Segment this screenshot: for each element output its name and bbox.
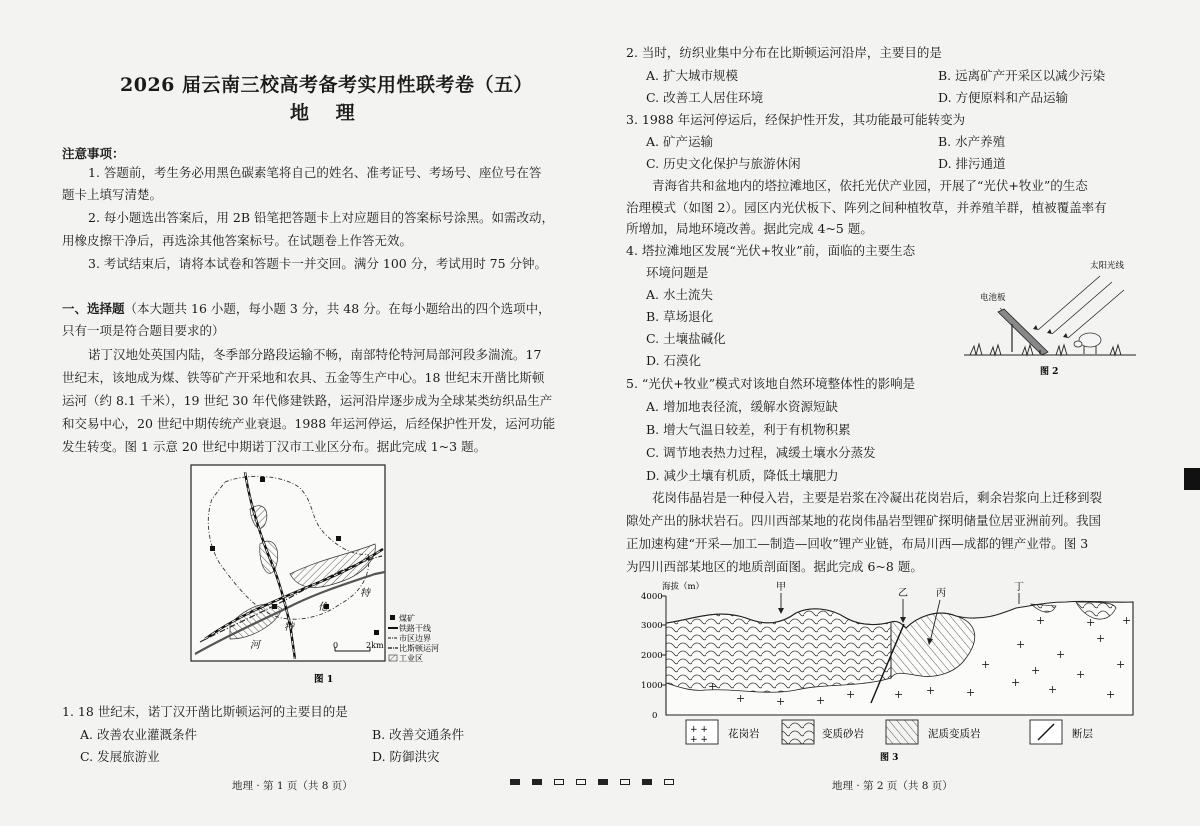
section-desc: （本大题共 16 小题，每小题 3 分，共 48 分。在每小题给出的四个选项中， [124, 301, 551, 316]
q2-option-c[interactable]: C. 改善工人居住环境 [646, 90, 764, 105]
arrow-head-icon [1033, 325, 1038, 330]
coal-mine-marker [260, 477, 265, 482]
svg-text:+: + [816, 694, 826, 707]
legend-fault: 断层 [1072, 728, 1093, 740]
svg-text:+ +: + + [690, 725, 708, 735]
legend-mudstone: 泥质变质岩 [928, 728, 981, 740]
svg-text:+: + [1096, 632, 1106, 645]
sun-rays-label: 太阳光线 [1090, 261, 1125, 271]
q1-stem: 1. 18 世纪末，诺丁汉开凿比斯顿运河的主要目的是 [62, 704, 348, 719]
timing-mark [510, 779, 520, 785]
exam-title: 2026 届云南三校高考备考实用性联考卷（五） [120, 74, 533, 96]
river-label: 河 [250, 640, 260, 651]
metamorphic-sandstone [666, 609, 891, 692]
svg-text:+: + [846, 688, 856, 701]
svg-text:+: + [776, 695, 786, 708]
grass [1056, 345, 1067, 355]
river-label: 特 [360, 588, 370, 599]
grass [1022, 345, 1033, 355]
timing-mark [532, 779, 542, 785]
q3-stem: 3. 1988 年运河停运后，经保护性开发，其功能最可能转变为 [626, 112, 966, 127]
q5-option-a[interactable]: A. 增加地表径流，缓解水资源短缺 [646, 399, 838, 414]
section-desc-line2: 只有一项是符合题目要求的） [62, 323, 225, 338]
coal-mine-marker [336, 536, 341, 541]
panel-label: 电池板 [980, 293, 1006, 303]
timing-mark [554, 779, 564, 785]
sun-ray [1038, 276, 1100, 330]
q2-option-d[interactable]: D. 方便原料和产品运输 [938, 90, 1069, 105]
svg-text:+: + [1036, 614, 1046, 627]
passage1-line: 诺丁汉地处英国内陆，冬季部分路段运输不畅，南部特伦特河局部河段多湍流。17 [88, 347, 542, 362]
q2-stem: 2. 当时，纺织业集中分布在比斯顿运河沿岸，主要目的是 [626, 45, 942, 60]
arrow-head-icon [1047, 329, 1052, 334]
arrow-head-icon [1063, 333, 1068, 338]
arrow-down-icon [900, 617, 906, 623]
notice-line: 用橡皮擦干净后，再选涂其他答案标号。在试题卷上作答无效。 [62, 233, 413, 248]
point-jia: 甲 [776, 582, 786, 593]
legend-coal: 煤矿 [399, 614, 415, 623]
q5-option-b[interactable]: B. 增大气温日较差，利于有机物积累 [646, 422, 851, 437]
passage2-line: 青海省共和盆地内的塔拉滩地区，依托光伏产业园，开展了“光伏+牧业”的生态 [652, 178, 1088, 193]
grass [990, 345, 1001, 355]
q4-option-c[interactable]: C. 土壤盐碱化 [646, 331, 726, 346]
passage3-line: 隙处产出的脉状岩石。四川西部某地的花岗伟晶岩型锂矿探明储量位居亚洲前列。我国 [626, 513, 1102, 528]
figure2-caption: 图 2 [1040, 367, 1059, 377]
svg-text:+: + [894, 688, 904, 701]
passage1-line: 发生转变。图 1 示意 20 世纪中期诺丁汉市工业区分布。据此完成 1~3 题。 [62, 439, 487, 454]
legend-canal: 比斯顿运河 [399, 644, 439, 653]
figure2-illustration [960, 252, 1140, 378]
y-tick: 2000 [641, 651, 663, 661]
svg-text:+: + [1056, 648, 1066, 661]
q1-option-d[interactable]: D. 防御洪灾 [372, 749, 440, 764]
river-label: 特 [284, 622, 294, 633]
legend-granite: 花岗岩 [728, 728, 760, 740]
y-tick: 0 [652, 711, 658, 721]
coal-mine-marker [210, 546, 215, 551]
passage1-line: 和交易中心，20 世纪中期传统产业衰退。1988 年运河停运，后经保护性开发，运河功能 [62, 416, 556, 431]
figure3-profile [636, 578, 1142, 764]
notice-line: 2. 每小题选出答案后，用 2B 铅笔把答题卡上对应题目的答案标号涂黑。如需改动， [88, 210, 554, 225]
timing-mark [576, 779, 586, 785]
footer-page-left: 地理 · 第 1 页（共 8 页） [232, 780, 353, 792]
timing-mark [598, 779, 608, 785]
grass [1110, 345, 1121, 355]
q4-stem-2: 环境问题是 [646, 265, 709, 280]
passage3-line: 为四川西部某地区的地质剖面图。据此完成 6~8 题。 [626, 559, 923, 574]
passage1-line: 世纪末，该地成为煤、铁等矿产开采地和农具、五金等生产中心。18 世纪末开凿比斯顿 [62, 370, 545, 385]
q3-option-b[interactable]: B. 水产养殖 [938, 134, 1006, 149]
q2-option-a[interactable]: A. 扩大城市规模 [646, 68, 738, 83]
q5-option-d[interactable]: D. 减少土壤有机质，降低土壤肥力 [646, 468, 839, 483]
passage3-line: 正加速构建“开采—加工—制造—回收”锂产业链，布局川西—成都的锂产业带。图 3 [626, 536, 1089, 551]
svg-text:+: + [736, 692, 746, 705]
q4-option-b[interactable]: B. 草场退化 [646, 309, 714, 324]
q5-stem: 5. “光伏+牧业”模式对该地自然环境整体性的影响是 [626, 376, 916, 391]
exam-subject: 地 理 [290, 102, 365, 124]
timing-mark [620, 779, 630, 785]
passage2-line: 所增加，局地环境改善。据此完成 4~5 题。 [626, 221, 873, 236]
svg-text:+: + [1106, 688, 1116, 701]
q5-option-c[interactable]: C. 调节地表热力过程，减缓土壤水分蒸发 [646, 445, 876, 460]
q3-option-a[interactable]: A. 矿产运输 [646, 134, 713, 149]
grass [970, 344, 982, 355]
page-edge-marker [1184, 468, 1200, 490]
q3-option-d[interactable]: D. 排污通道 [938, 156, 1006, 171]
legend-industrial-icon [389, 655, 397, 661]
y-tick: 3000 [641, 621, 663, 631]
legend-sandstone: 变质砂岩 [822, 728, 864, 740]
y-axis-label: 海拔（m） [662, 582, 705, 592]
q3-option-c[interactable]: C. 历史文化保护与旅游休闲 [646, 156, 801, 171]
footer-page-right: 地理 · 第 2 页（共 8 页） [832, 780, 953, 792]
passage2-line: 治理模式（如图 2）。园区内光伏板下、阵列之间种植牧草，并养殖羊群，植被覆盖率有 [626, 200, 1107, 215]
y-tick: 1000 [641, 681, 663, 691]
figure1-map [190, 464, 462, 686]
svg-text:+: + [1048, 683, 1058, 696]
section-label: 一、选择题 [62, 301, 125, 316]
q1-option-a[interactable]: A. 改善农业灌溉条件 [80, 727, 197, 742]
y-tick: 4000 [641, 592, 663, 602]
svg-text:+: + [966, 686, 976, 699]
q1-option-c[interactable]: C. 发展旅游业 [80, 749, 160, 764]
svg-text:+: + [981, 658, 991, 671]
scale-km: 2km [366, 641, 384, 650]
sun-ray [1068, 290, 1124, 338]
svg-text:+: + [1016, 638, 1026, 651]
coal-mine-marker [272, 604, 277, 609]
notice-heading: 注意事项： [62, 146, 125, 161]
figure1-caption: 图 1 [314, 674, 334, 685]
notice-line: 1. 答题前，考生务必用黑色碳素笔将自己的姓名、准考证号、考场号、座位号在答 [88, 165, 542, 180]
passage3-line: 花岗伟晶岩是一种侵入岩，主要是岩浆在冷凝出花岗岩后，剩余岩浆向上迁移到裂 [652, 490, 1103, 505]
legend-sandstone-icon [782, 720, 814, 744]
legend-coal-icon [390, 615, 395, 620]
section-heading [62, 303, 551, 316]
legend-industrial: 工业区 [399, 654, 423, 663]
q4-option-a[interactable]: A. 水土流失 [646, 287, 713, 302]
point-ding: 丁 [1014, 582, 1024, 593]
q4-stem: 4. 塔拉滩地区发展“光伏+牧业”前，面临的主要生态 [626, 243, 916, 258]
point-yi: 乙 [898, 588, 908, 599]
coal-mine-marker [374, 630, 379, 635]
notice-line: 题卡上填写清楚。 [62, 187, 163, 202]
legend-boundary: 市区边界 [399, 634, 431, 643]
scale-zero: 0 [333, 641, 339, 650]
q4-option-d[interactable]: D. 石漠化 [646, 353, 702, 368]
solar-panel [998, 309, 1048, 355]
svg-text:+: + [1076, 668, 1086, 681]
svg-text:+: + [926, 684, 936, 697]
legend-mudstone-icon [886, 720, 918, 744]
q1-option-b[interactable]: B. 改善交通条件 [372, 727, 465, 742]
timing-mark [664, 779, 674, 785]
svg-text:+: + [1122, 614, 1132, 627]
river-label: 伦 [318, 602, 328, 613]
point-bing: 丙 [936, 588, 946, 599]
svg-text:+: + [1011, 676, 1021, 689]
legend-railway: 铁路干线 [399, 624, 431, 633]
q2-option-b[interactable]: B. 远离矿产开采区以减少污染 [938, 68, 1106, 83]
svg-text:+: + [1086, 616, 1096, 629]
svg-text:+: + [708, 680, 718, 693]
arrow-down-icon [778, 608, 784, 614]
svg-text:+: + [1031, 664, 1041, 677]
passage1-line: 运河（约 8.1 千米），19 世纪 30 年代修建铁路，运河沿岸逐步成为全球某类纺织品生产 [62, 393, 553, 408]
figure3-caption: 图 3 [880, 753, 899, 763]
timing-mark [642, 779, 652, 785]
svg-text:+: + [1116, 658, 1126, 671]
svg-text:+ +: + + [690, 735, 708, 745]
notice-line: 3. 考试结束后，请将本试卷和答题卡一并交回。满分 100 分，考试用时 75 分钟。 [88, 256, 548, 271]
